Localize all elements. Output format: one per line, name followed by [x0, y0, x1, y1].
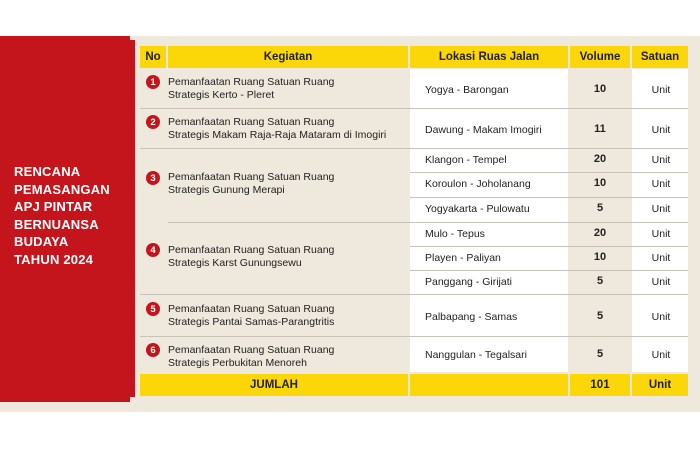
- lokasi-cell: Koroulon - Joholanang: [425, 178, 531, 190]
- row-divider: [168, 222, 688, 223]
- row-divider: [140, 294, 688, 295]
- satuan-cell: Unit: [651, 276, 671, 288]
- row-divider: [410, 172, 688, 173]
- title-line: PEMASANGAN: [14, 181, 110, 197]
- header-lokasi: Lokasi Ruas Jalan: [410, 46, 568, 68]
- lokasi-cell: Klangon - Tempel: [425, 154, 507, 166]
- kegiatan-line: Pemanfaatan Ruang Satuan Ruang: [168, 344, 335, 356]
- total-volume: 101: [570, 374, 630, 396]
- row-divider: [410, 197, 688, 198]
- volume-cell: 20: [593, 227, 607, 239]
- satuan-cell: Unit: [651, 154, 671, 166]
- header-satuan: Satuan: [632, 46, 688, 68]
- volume-cell: 10: [593, 251, 607, 263]
- lokasi-cell: Dawung - Makam Imogiri: [425, 124, 542, 136]
- kegiatan-line: Strategis Pantai Samas-Parangtritis: [168, 316, 335, 328]
- header-kegiatan: Kegiatan: [168, 46, 408, 68]
- volume-cell: 5: [596, 310, 604, 322]
- title-line: TAHUN 2024: [14, 251, 94, 267]
- volume-cell: 10: [593, 177, 607, 189]
- total-label: JUMLAH: [140, 374, 408, 396]
- kegiatan-line: Pemanfaatan Ruang Satuan Ruang: [168, 76, 335, 88]
- row-divider: [140, 148, 688, 149]
- lokasi-cell: Palbapang - Samas: [425, 311, 518, 323]
- kegiatan-text: [168, 116, 386, 142]
- total-lokasi-empty: [410, 374, 568, 396]
- row-number-badge: 5: [146, 302, 160, 316]
- volume-cell: 5: [596, 348, 604, 360]
- volume-cell: 20: [593, 153, 607, 165]
- satuan-cell: Unit: [651, 349, 671, 361]
- kegiatan-text: [168, 344, 334, 370]
- kegiatan-text: [168, 171, 334, 197]
- kegiatan-line: Strategis Karst Gunungsewu: [168, 257, 302, 269]
- kegiatan-text: [168, 244, 334, 270]
- volume-cell: 11: [594, 123, 606, 135]
- row-number-badge: 2: [146, 115, 160, 129]
- volume-cell: 5: [596, 275, 604, 287]
- kegiatan-line: Strategis Makam Raja-Raja Mataram di Imogiri: [168, 129, 387, 141]
- lokasi-cell: Panggang - Girijati: [425, 276, 512, 288]
- row-number-badge: 3: [146, 171, 160, 185]
- volume-cell: 10: [593, 83, 607, 95]
- row-number-badge: 6: [146, 343, 160, 357]
- title-line: BERNUANSA: [14, 216, 99, 232]
- total-satuan: Unit: [632, 374, 688, 396]
- kegiatan-line: Pemanfaatan Ruang Satuan Ruang: [168, 116, 335, 128]
- satuan-cell: Unit: [651, 311, 671, 323]
- satuan-column: [632, 69, 688, 372]
- row-number-badge: 4: [146, 243, 160, 257]
- title-line: RENCANA: [14, 164, 81, 179]
- lokasi-cell: Playen - Paliyan: [425, 252, 501, 264]
- kegiatan-text: [168, 76, 334, 102]
- satuan-cell: Unit: [651, 228, 671, 240]
- infographic-title: [14, 163, 126, 268]
- kegiatan-line: Strategis Gunung Merapi: [168, 184, 285, 196]
- row-divider: [410, 246, 688, 247]
- satuan-cell: Unit: [651, 124, 671, 136]
- satuan-cell: Unit: [651, 178, 671, 190]
- kegiatan-line: Strategis Perbukitan Menoreh: [168, 357, 307, 369]
- title-line: APJ PINTAR: [14, 199, 93, 214]
- accent-strip: [125, 40, 135, 397]
- kegiatan-line: Pemanfaatan Ruang Satuan Ruang: [168, 244, 335, 256]
- lokasi-cell: Yogya - Barongan: [425, 84, 509, 96]
- lokasi-cell: Yogyakarta - Pulowatu: [425, 203, 530, 215]
- lokasi-cell: Nanggulan - Tegalsari: [425, 349, 527, 361]
- volume-cell: 5: [596, 202, 604, 214]
- satuan-cell: Unit: [651, 252, 671, 264]
- kegiatan-text: [168, 303, 334, 329]
- kegiatan-line: Strategis Kerto - Pleret: [168, 89, 275, 101]
- row-divider: [140, 108, 688, 109]
- row-divider: [410, 270, 688, 271]
- lokasi-column: [410, 69, 568, 372]
- satuan-cell: Unit: [651, 84, 671, 96]
- header-volume: Volume: [570, 46, 630, 68]
- kegiatan-line: Pemanfaatan Ruang Satuan Ruang: [168, 171, 335, 183]
- row-divider: [140, 336, 688, 337]
- lokasi-cell: Mulo - Tepus: [425, 228, 485, 240]
- satuan-cell: Unit: [651, 203, 671, 215]
- row-number-badge: 1: [146, 75, 160, 89]
- title-line: BUDAYA: [14, 234, 69, 249]
- header-no: No: [140, 46, 166, 68]
- kegiatan-line: Pemanfaatan Ruang Satuan Ruang: [168, 303, 335, 315]
